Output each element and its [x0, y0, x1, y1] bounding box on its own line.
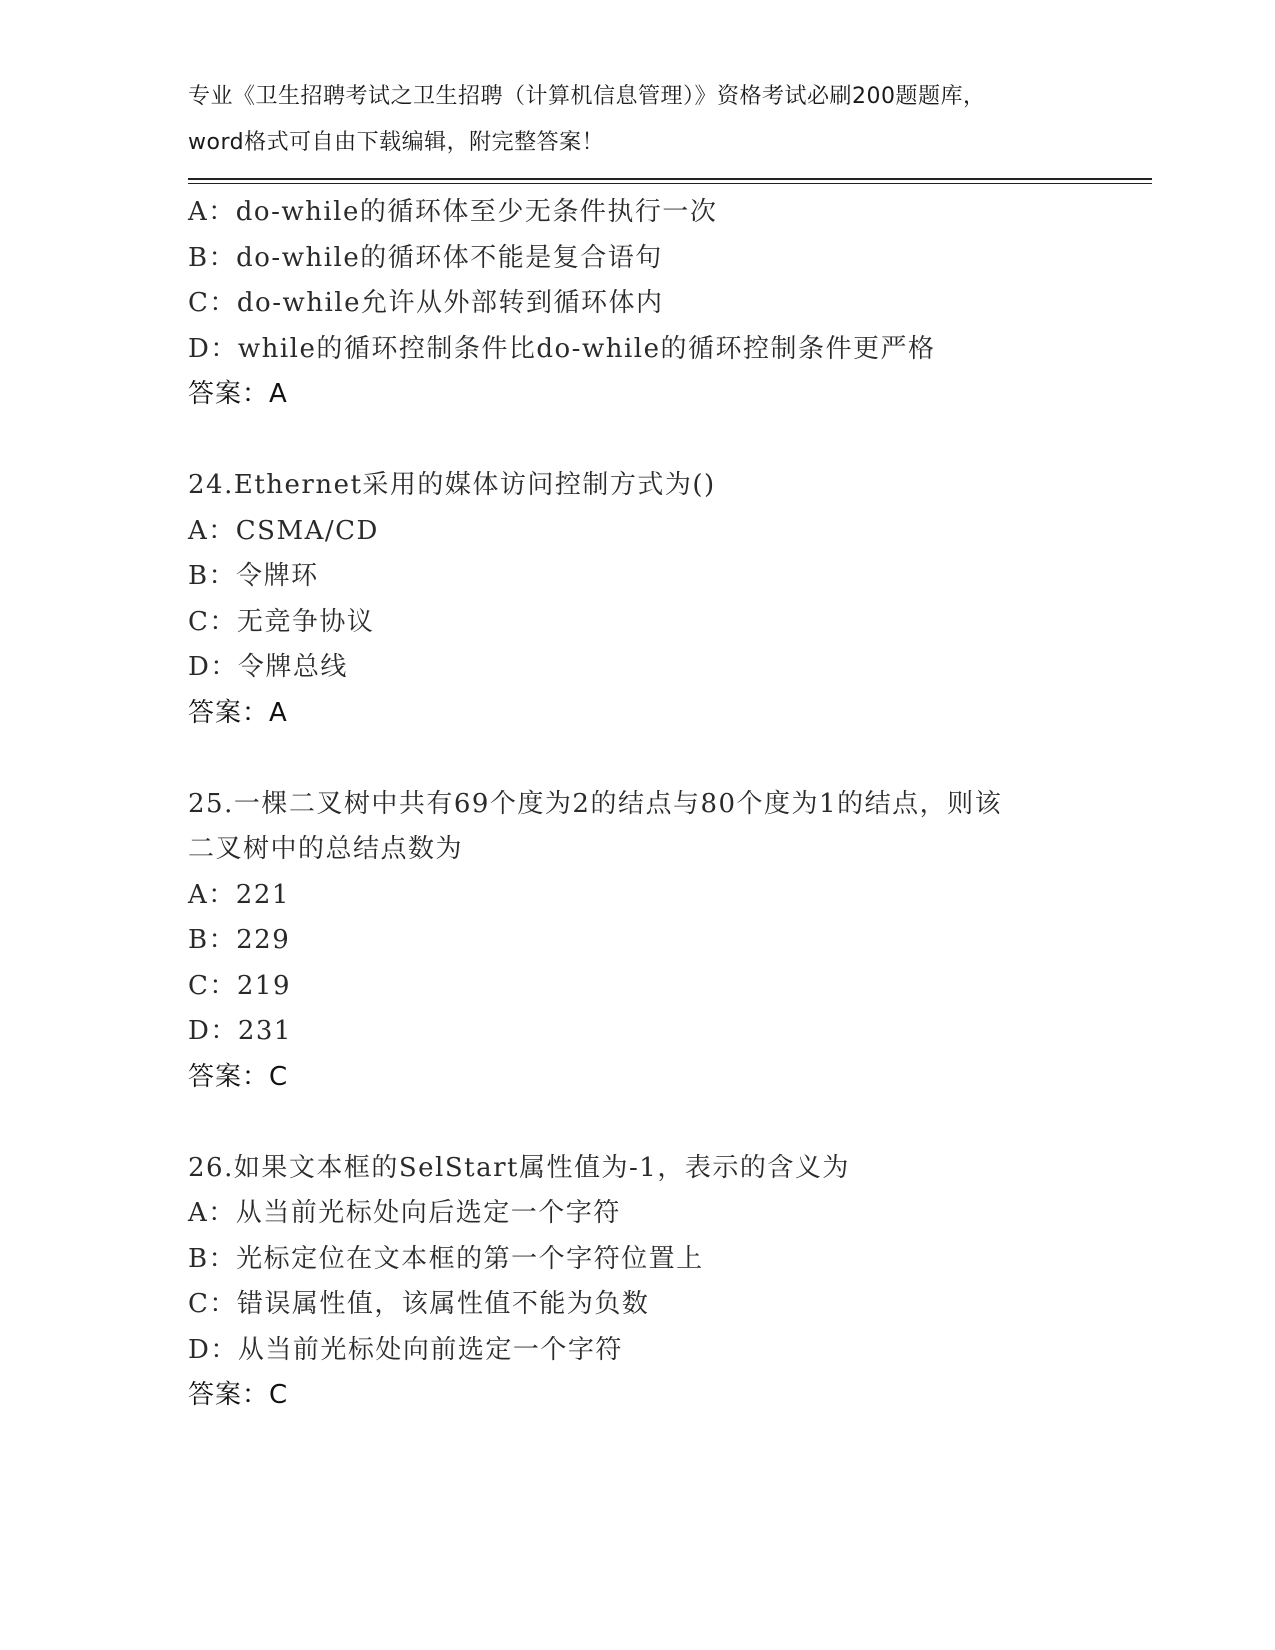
option-c: C：219: [188, 970, 292, 1001]
question-block-25: [188, 782, 1088, 1101]
option-b: B：令牌环: [188, 561, 319, 591]
answer-line: 答案：A: [188, 379, 288, 409]
answer-line: 答案：A: [188, 697, 288, 728]
answer-line: 答案：C: [188, 1061, 289, 1092]
header-title-line-1: 专业《卫生招聘考试之卫生招聘（计算机信息管理）》资格考试必刷200题题库，: [188, 84, 986, 109]
document-header: [188, 74, 1068, 165]
question-text-line-2: 二叉树中的总结点数为: [188, 834, 464, 864]
question-block-23: [188, 190, 1088, 418]
option-b: B：do-while的循环体不能是复合语句: [188, 242, 663, 273]
spacer: [188, 1100, 1088, 1146]
option-d: D：while的循环控制条件比do-while的循环控制条件更严格: [188, 333, 936, 364]
header-divider-thick: [188, 178, 1152, 180]
option-d: D：从当前光标处向前选定一个字符: [188, 1334, 623, 1365]
header-divider-thin: [188, 183, 1152, 184]
option-a: A：do-while的循环体至少无条件执行一次: [188, 197, 718, 227]
answer-line: 答案：C: [188, 1380, 289, 1410]
option-d: D：令牌总线: [188, 652, 348, 682]
option-c: C：无竞争协议: [188, 606, 375, 637]
spacer: [188, 418, 1088, 464]
option-a: A：221: [188, 879, 290, 910]
question-list: [188, 190, 1088, 1419]
option-c: C：错误属性值，该属性值不能为负数: [188, 1289, 650, 1319]
question-text-line-1: 25.一棵二叉树中共有69个度为2的结点与80个度为1的结点，则该: [188, 788, 1003, 819]
question-block-24: [188, 463, 1088, 736]
question-text: 26.如果文本框的SelStart属性值为-1，表示的含义为: [188, 1152, 850, 1183]
header-title-line-2: word格式可自由下载编辑，附完整答案！: [188, 129, 605, 155]
option-d: D：231: [188, 1016, 292, 1046]
spacer: [188, 736, 1088, 782]
question-block-26: [188, 1146, 1088, 1419]
option-b: B：光标定位在文本框的第一个字符位置上: [188, 1243, 704, 1274]
option-b: B：229: [188, 925, 291, 955]
option-a: A：CSMA/CD: [188, 515, 379, 546]
option-a: A：从当前光标处向后选定一个字符: [188, 1198, 621, 1228]
option-c: C：do-while允许从外部转到循环体内: [188, 288, 664, 318]
question-text: 24.Ethernet采用的媒体访问控制方式为(): [188, 470, 716, 500]
